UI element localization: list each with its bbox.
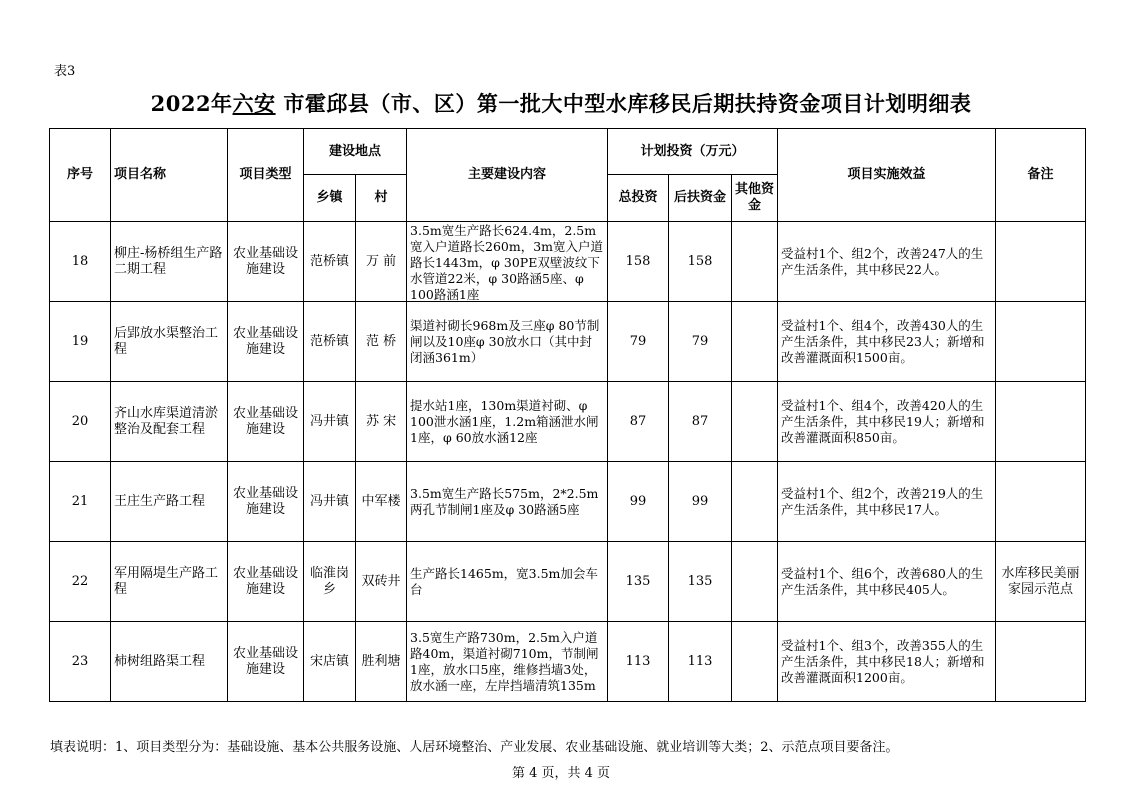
cell-town: 冯井镇: [304, 462, 356, 542]
cell-town: 范桥镇: [304, 302, 356, 382]
cell-seq: 21: [50, 462, 111, 542]
cell-content: [407, 382, 608, 462]
cell-total: 87: [608, 382, 669, 462]
title-prefix: 2022年: [150, 91, 233, 116]
cell-other: [732, 542, 778, 622]
header-location: 建设地点: [304, 129, 407, 175]
cell-village: 胜利塘: [356, 622, 407, 702]
content-text: 3.5m宽生产路长575m，2*2.5m两孔节制闸1座及φ 30路涵5座: [410, 485, 599, 517]
cell-seq: 23: [50, 622, 111, 702]
cell-type: 农业基础设施建设: [228, 382, 304, 462]
header-row-1: [50, 129, 1086, 175]
cell-support: 87: [669, 382, 732, 462]
cell-content: [407, 622, 608, 702]
project-table: [49, 128, 1086, 702]
header-name: 项目名称: [111, 129, 228, 222]
cell-content: [407, 462, 608, 542]
cell-support: 79: [669, 302, 732, 382]
cell-town: 临淮岗乡: [304, 542, 356, 622]
content-text: 生产路长1465m，宽3.5m加会车台: [410, 565, 598, 597]
header-other: 其他资金: [732, 175, 778, 222]
cell-support: 158: [669, 222, 732, 302]
cell-village: 万 前: [356, 222, 407, 302]
table-row: [50, 302, 1086, 382]
header-remark: 备注: [996, 129, 1086, 222]
cell-support: 135: [669, 542, 732, 622]
cell-village: 中军楼: [356, 462, 407, 542]
cell-village: 苏 宋: [356, 382, 407, 462]
cell-type: 农业基础设施建设: [228, 222, 304, 302]
cell-type: 农业基础设施建设: [228, 622, 304, 702]
cell-remark: 水库移民美丽家园示范点: [996, 542, 1086, 622]
cell-type: 农业基础设施建设: [228, 302, 304, 382]
cell-name: 王庄生产路工程: [111, 462, 228, 542]
cell-other: [732, 462, 778, 542]
cell-other: [732, 382, 778, 462]
cell-benefit: 受益村1个、组4个，改善430人的生产生活条件，其中移民23人；新增和改善灌溉面积1500亩。: [778, 302, 996, 382]
cell-benefit: 受益村1个、组3个，改善355人的生产生活条件，其中移民18人；新增和改善灌溉面积1200亩。: [778, 622, 996, 702]
cell-benefit: 受益村1个、组2个，改善219人的生产生活条件，其中移民17人。: [778, 462, 996, 542]
cell-remark: [996, 302, 1086, 382]
cell-name: 后郢放水渠整治工程: [111, 302, 228, 382]
cell-total: 158: [608, 222, 669, 302]
cell-name: 柿树组路渠工程: [111, 622, 228, 702]
cell-village: 范 桥: [356, 302, 407, 382]
cell-remark: [996, 382, 1086, 462]
cell-remark: [996, 622, 1086, 702]
cell-seq: 18: [50, 222, 111, 302]
cell-total: 113: [608, 622, 669, 702]
header-content: 主要建设内容: [407, 129, 608, 222]
table-label: 表3: [54, 64, 76, 79]
page-title: [0, 88, 1122, 118]
title-city: 六安: [232, 91, 276, 116]
cell-town: 冯井镇: [304, 382, 356, 462]
table-row: [50, 382, 1086, 462]
cell-support: 113: [669, 622, 732, 702]
footer-note: 填表说明：1、项目类型分为：基础设施、基本公共服务设施、人居环境整治、产业发展、农业基础设施、就业培训等大类；2、示范点项目要备注。: [50, 740, 899, 755]
header-seq: 序号: [50, 129, 111, 222]
cell-total: 79: [608, 302, 669, 382]
page-number: 第 4 页，共 4 页: [511, 766, 611, 781]
cell-seq: 19: [50, 302, 111, 382]
table-row: [50, 222, 1086, 302]
cell-support: 99: [669, 462, 732, 542]
cell-town: 宋店镇: [304, 622, 356, 702]
table-row: [50, 462, 1086, 542]
content-text: 渠道衬砌长968m及三座φ 80节制闸以及10座φ 30放水口（其中封闭涵361m）: [410, 317, 600, 365]
header-investment: 计划投资（万元）: [608, 129, 778, 175]
content-text: 3.5m宽生产路长624.4m，2.5m宽入户道路长260m，3m宽入户道路长1443m，φ 30PE双壁波纹下水管道22米，φ 30路涵5座、φ 100路涵1座: [410, 222, 604, 301]
cell-remark: [996, 462, 1086, 542]
cell-town: 范桥镇: [304, 222, 356, 302]
cell-content: [407, 222, 608, 302]
cell-benefit: 受益村1个、组4个，改善420人的生产生活条件，其中移民19人；新增和改善灌溉面积850亩。: [778, 382, 996, 462]
cell-other: [732, 302, 778, 382]
cell-type: 农业基础设施建设: [228, 542, 304, 622]
cell-total: 135: [608, 542, 669, 622]
content-text: 3.5宽生产路730m，2.5m入户道路40m，渠道衬砌710m，节制闸1座，放水口5座，维修挡墙3处，放水涵一座，左岸挡墙清筑135m: [410, 629, 599, 693]
cell-seq: 22: [50, 542, 111, 622]
cell-content: [407, 302, 608, 382]
header-type: 项目类型: [228, 129, 304, 222]
cell-village: 双砖井: [356, 542, 407, 622]
title-suffix: 市霍邱县（市、区）第一批大中型水库移民后期扶持资金项目计划明细表: [275, 91, 972, 116]
cell-name: 齐山水库渠道清淤整治及配套工程: [111, 382, 228, 462]
cell-content: [407, 542, 608, 622]
header-total: 总投资: [608, 175, 669, 222]
cell-remark: [996, 222, 1086, 302]
header-support: 后扶资金: [669, 175, 732, 222]
cell-other: [732, 222, 778, 302]
table-row: [50, 542, 1086, 622]
cell-type: 农业基础设施建设: [228, 462, 304, 542]
header-town: 乡镇: [304, 175, 356, 222]
cell-other: [732, 622, 778, 702]
cell-seq: 20: [50, 382, 111, 462]
header-village: 村: [356, 175, 407, 222]
cell-name: 军用隔堤生产路工程: [111, 542, 228, 622]
table-row: [50, 622, 1086, 702]
header-benefit: 项目实施效益: [778, 129, 996, 222]
cell-total: 99: [608, 462, 669, 542]
cell-benefit: 受益村1个、组6个，改善680人的生产生活条件，其中移民405人。: [778, 542, 996, 622]
cell-name: 柳庄-杨桥组生产路二期工程: [111, 222, 228, 302]
cell-benefit: 受益村1个、组2个，改善247人的生产生活条件，其中移民22人。: [778, 222, 996, 302]
content-text: 提水站1座，130m渠道衬砌、φ 100泄水涵1座，1.2m箱涵泄水闸1座，φ 60放水涵12座: [410, 397, 599, 445]
